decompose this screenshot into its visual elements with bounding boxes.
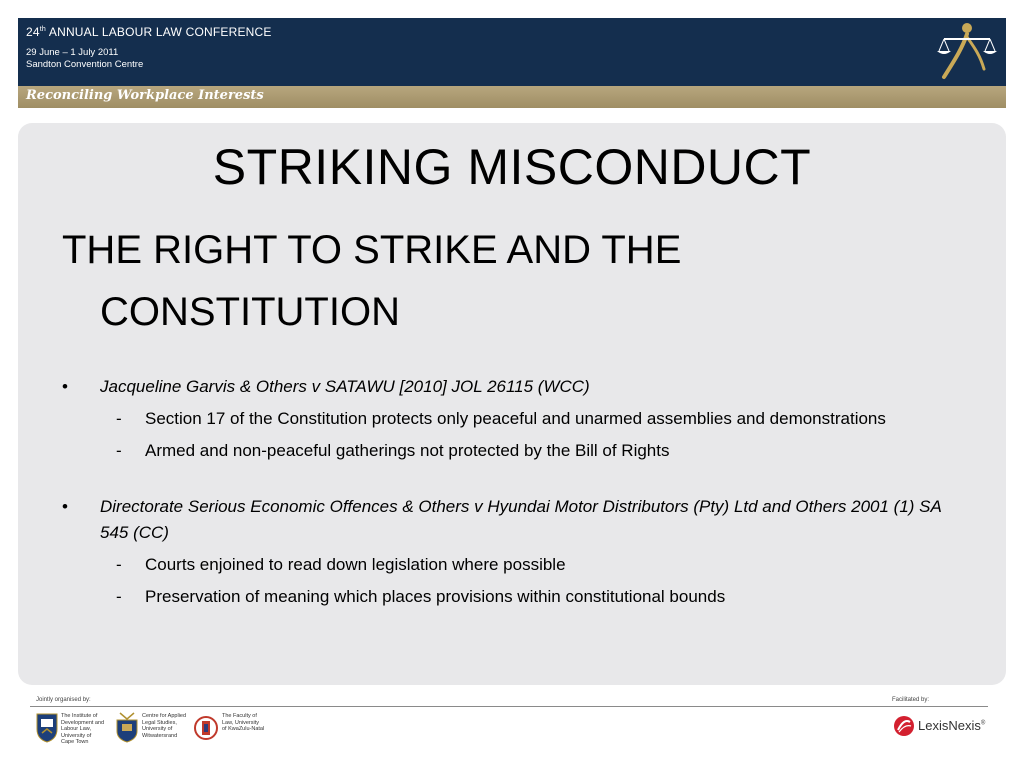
sub-point-text: Preservation of meaning which places provisions within constitutional bounds — [145, 587, 726, 606]
conference-header — [18, 18, 1006, 86]
dash-icon: - — [116, 409, 122, 428]
conference-name: ANNUAL LABOUR LAW CONFERENCE — [48, 25, 272, 39]
dash-icon: - — [116, 587, 122, 606]
organiser-ukzn: The Faculty of Law, University of KwaZulu-Natal — [222, 713, 265, 732]
slide-subtitle — [62, 219, 802, 343]
organiser-wits: Centre for Applied Legal Studies, University of Witwatersrand — [142, 713, 187, 739]
organised-by-label: Jointly organised by: — [36, 697, 91, 703]
slide-title: STRIKING MISCONDUCT — [212, 139, 812, 195]
conference-venue: Sandton Convention Centre — [26, 59, 144, 70]
bullet-item — [62, 494, 962, 610]
sub-point-text: Section 17 of the Constitution protects only peaceful and unarmed assemblies and demonstrations — [145, 409, 886, 428]
conference-dates: 29 June – 1 July 2011 — [26, 47, 119, 58]
facilitated-by-label: Facilitated by: — [892, 697, 930, 703]
sub-point — [116, 438, 962, 464]
sub-point-text: Courts enjoined to read down legislation where possible — [145, 555, 566, 574]
uct-crest-icon — [36, 713, 58, 743]
conference-dates-block — [26, 47, 143, 71]
subtitle-line-2: CONSTITUTION — [100, 290, 400, 334]
conference-number: 24 — [26, 25, 40, 39]
dash-icon: - — [116, 555, 122, 574]
bullet-icon: • — [62, 377, 68, 396]
conference-title — [26, 25, 272, 39]
lexisnexis-logo-icon — [893, 715, 915, 737]
scales-figure-logo-icon — [932, 19, 1002, 85]
conference-suffix: th — [39, 26, 46, 33]
sub-point-text: Armed and non-peaceful gatherings not protected by the Bill of Rights — [145, 441, 670, 460]
wits-crest-icon — [116, 711, 138, 743]
case-citation: Jacqueline Garvis & Others v SATAWU [2010] JOL 26115 (WCC) — [100, 377, 590, 396]
organiser-uct: The Institute of Development and Labour Law, University of Cape Town — [61, 713, 105, 745]
bullet-item — [62, 374, 962, 464]
bullet-list — [62, 374, 962, 640]
tagline: Reconciling Workplace Interests — [26, 88, 264, 103]
case-citation: Directorate Serious Economic Offences & Others v Hyundai Motor Distributors (Pty) Ltd and Others 2001 (1) SA 545 (CC) — [100, 497, 942, 542]
lexisnexis-wordmark: LexisNexis® — [918, 718, 986, 733]
ukzn-crest-icon — [194, 715, 218, 741]
sub-point — [116, 584, 962, 610]
sub-point — [116, 406, 962, 432]
footer-divider — [30, 706, 988, 707]
subtitle-line-1: THE RIGHT TO STRIKE AND THE — [62, 228, 682, 272]
dash-icon: - — [116, 441, 122, 460]
sub-point — [116, 552, 962, 578]
tagline-bar — [18, 86, 1006, 108]
bullet-icon: • — [62, 497, 68, 516]
